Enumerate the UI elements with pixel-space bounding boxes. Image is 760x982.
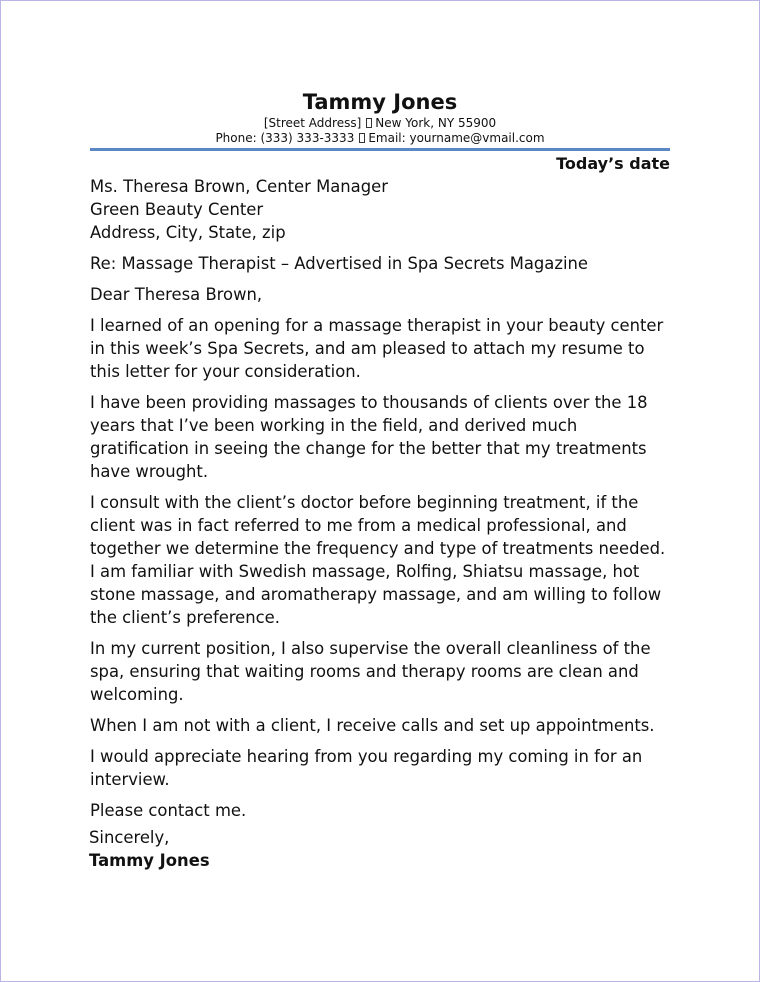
recipient-block: [90, 175, 670, 244]
email: Email: yourname@vmail.com: [368, 131, 545, 145]
re-line: Re: Massage Therapist – Advertised in Spa Secrets Magazine: [90, 254, 588, 273]
recipient-name: Ms. Theresa Brown, Center Manager: [90, 177, 388, 196]
city-state-zip: New York, NY 55900: [375, 116, 497, 130]
separator-icon: [359, 133, 365, 143]
paragraph: When I am not with a client, I receive calls and set up appointments.: [90, 716, 655, 735]
paragraph: I have been providing massages to thousands of clients over the 18 years that I’ve been working in the field, and derived much gratification in seeing the change for the better that my treatments have wrought.: [90, 393, 648, 481]
header-rule: [90, 148, 670, 151]
letter-date: Today’s date: [556, 154, 670, 173]
street-address: [Street Address]: [263, 116, 362, 130]
paragraph: Please contact me.: [90, 801, 247, 820]
paragraph: In my current position, I also supervise the overall cleanliness of the spa, ensuring that waiting rooms and therapy rooms are clean and welcoming.: [90, 639, 651, 704]
salutation: Dear Theresa Brown,: [90, 285, 263, 304]
letter-content: [90, 88, 670, 872]
paragraph: I learned of an opening for a massage therapist in your beauty center in this week’s Spa Secrets, and am pleased to attach my resume to this letter for your consideration.: [90, 316, 664, 381]
sender-name: Tammy Jones: [302, 90, 458, 114]
phone-email-line: [90, 131, 670, 146]
address-line: [90, 116, 670, 131]
phone: Phone: (333) 333-3333: [215, 131, 355, 145]
signature-name: Tammy Jones: [89, 851, 210, 870]
recipient-company: Green Beauty Center: [90, 200, 264, 219]
separator-icon: [366, 118, 372, 128]
paragraph: I would appreciate hearing from you regarding my coming in for an interview.: [90, 747, 643, 789]
valediction: Sincerely,: [89, 828, 170, 847]
recipient-address: Address, City, State, zip: [90, 223, 286, 242]
paragraph: I consult with the client’s doctor before beginning treatment, if the client was in fact referred to me from a medical professional, and together we determine the frequency and type of treatments needed. I am familiar with Swedish massage, Rolfing, Shiatsu massage, hot stone massage, and aromatherapy massage, and am willing to follow the client’s preference.: [90, 493, 666, 627]
letter-body: [90, 175, 670, 872]
